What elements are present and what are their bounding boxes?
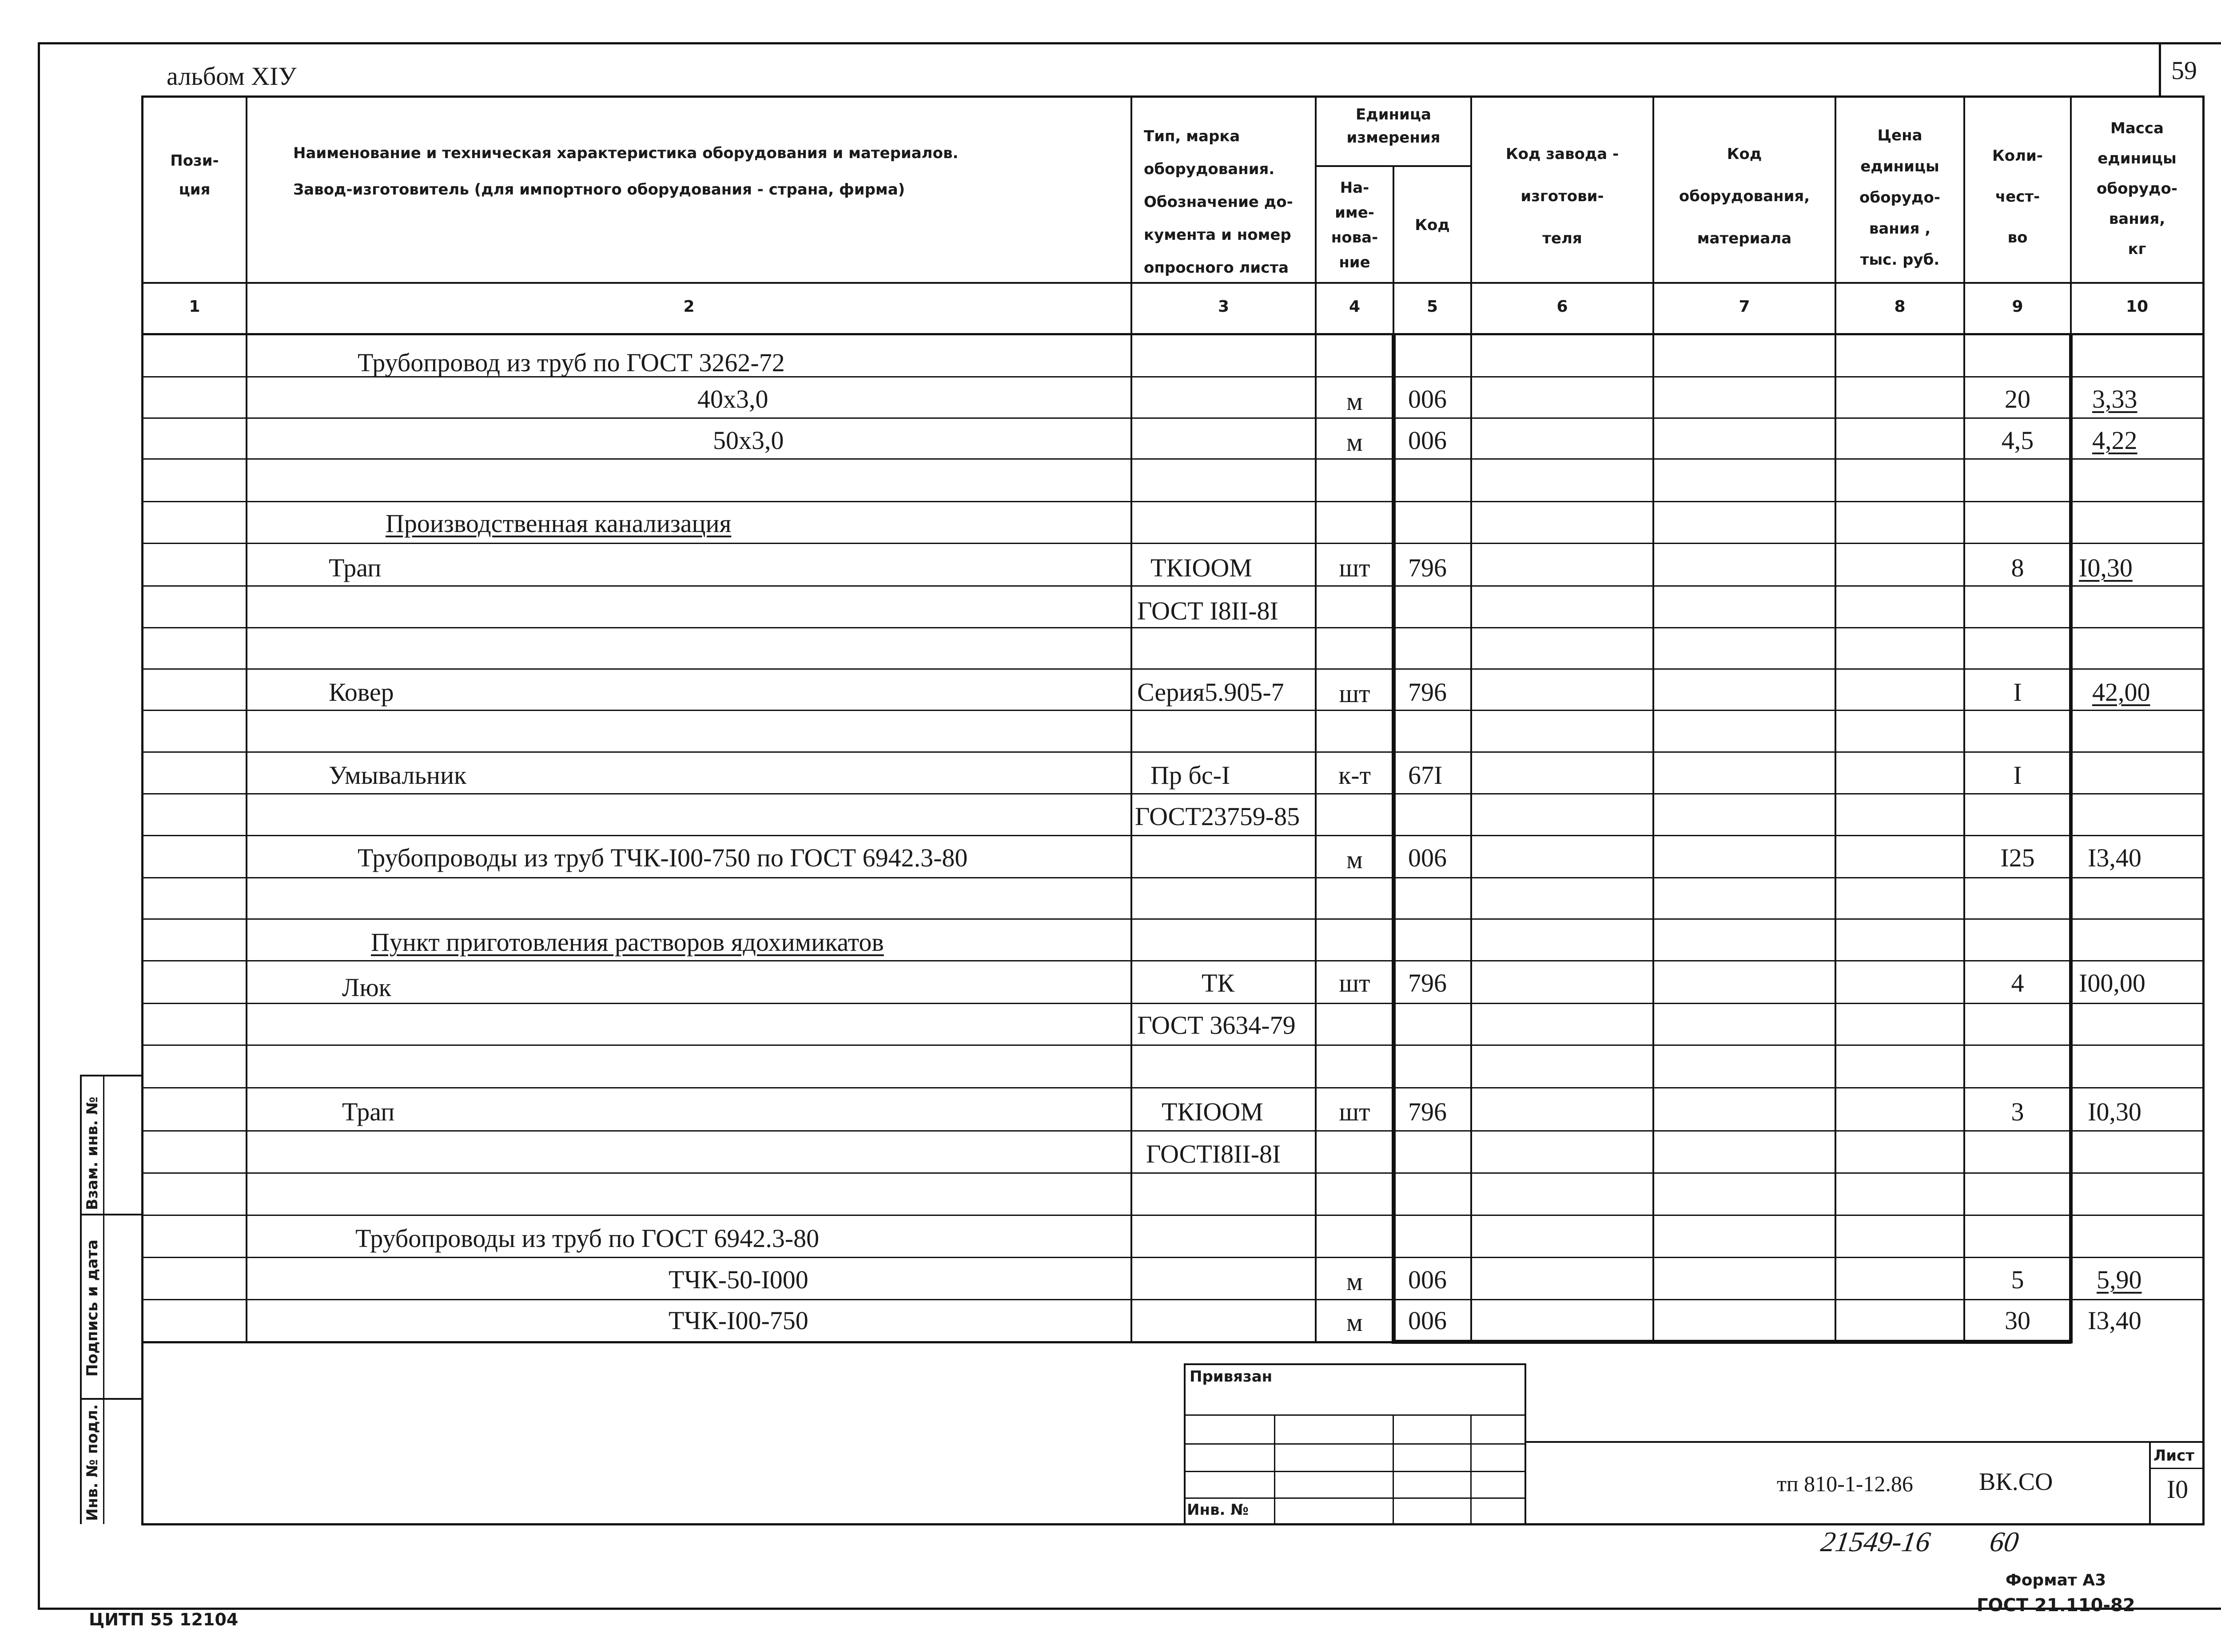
row-line	[141, 1044, 2205, 1046]
col-header-equip	[1654, 133, 1835, 260]
row-code: 796	[1408, 678, 1447, 707]
row-mass: 4,22	[2092, 426, 2137, 455]
hdr-text: единицы	[1860, 158, 1939, 175]
row-name: 50х3,0	[713, 426, 784, 455]
table-top	[141, 95, 2205, 98]
hdr-text: име-	[1335, 204, 1374, 222]
row-qty: I	[2013, 761, 2022, 790]
hdr-text: Завод-изготовитель (для импортного оборудования - страна, фирма)	[293, 181, 905, 199]
row-code: 796	[1408, 1097, 1447, 1126]
row-code: 006	[1408, 385, 1447, 413]
hdr-text: вания ,	[1869, 220, 1931, 238]
hdr-text: Единица	[1356, 106, 1431, 123]
row-mass: 42,00	[2092, 678, 2150, 707]
hdr-text: оборудования.	[1144, 160, 1275, 178]
row-name: 40х3,0	[697, 385, 768, 413]
row-type: Пр бс-I	[1150, 761, 1230, 790]
row-unit: м	[1346, 1267, 1363, 1296]
hdr-text: нова-	[1331, 229, 1378, 246]
stamp-top	[80, 1075, 143, 1076]
handwritten-number: 21549-16	[1819, 1526, 1933, 1557]
row-line	[141, 751, 2205, 753]
row-name: Ковер	[329, 678, 394, 707]
col-header-name	[293, 144, 958, 199]
stamp-podpis: Подпись и дата	[84, 1239, 101, 1377]
numrow-bottom	[141, 333, 2205, 335]
row-line	[141, 918, 2205, 920]
col-num: 6	[1556, 298, 1568, 316]
row-type: Серия5.905-7	[1137, 678, 1284, 707]
hdr-text: оборудования,	[1679, 187, 1810, 205]
hdr-text: Код	[1727, 145, 1762, 163]
row-unit: шт	[1339, 1097, 1370, 1126]
sheet-number: I0	[2166, 1475, 2189, 1504]
row-unit: м	[1346, 428, 1363, 457]
row-code: 006	[1408, 426, 1447, 455]
tb-top	[1524, 1441, 2204, 1443]
row-line	[141, 835, 2205, 836]
row-line	[141, 1172, 2205, 1174]
row-qty: 20	[2005, 385, 2030, 413]
handwritten-page: 60	[1988, 1526, 2021, 1557]
row-unit: шт	[1339, 553, 1370, 582]
col-num: 9	[2012, 298, 2023, 316]
frame-left	[38, 42, 40, 1610]
row-name: Люк	[342, 973, 391, 1002]
row-mass: I3,40	[2088, 843, 2141, 872]
row-unit: м	[1346, 845, 1363, 874]
col-header-mass	[2072, 113, 2202, 264]
row-unit: к-т	[1338, 761, 1371, 790]
album-label: альбом XIУ	[167, 62, 297, 91]
col-header-pos	[143, 147, 246, 204]
col-header-unit-code: Код	[1415, 216, 1450, 234]
col-num: 8	[1894, 298, 1906, 316]
hdr-text: Код завода -	[1505, 145, 1619, 163]
pr-row	[1184, 1497, 1526, 1499]
row-line	[141, 627, 2205, 628]
row-type: ТКIООМ	[1162, 1097, 1263, 1126]
section-title: Пункт приготовления растворов ядохимикатов	[371, 928, 884, 957]
format-label: Формат А3	[2006, 1571, 2106, 1589]
row-qty: I25	[2000, 843, 2035, 872]
hdr-text: материала	[1697, 230, 1792, 247]
row-name: Трубопровод из труб по ГОСТ 3262-72	[358, 348, 785, 377]
row-name: Трубопроводы из труб ТЧК-I00-750 по ГОСТ 6942.3-80	[358, 843, 968, 872]
col-line-8	[1963, 95, 1965, 1343]
section-title: Производственная канализация	[386, 509, 732, 538]
row-type: ТК	[1202, 969, 1235, 997]
row-qty: 3	[2011, 1097, 2024, 1126]
pr-row	[1184, 1471, 1526, 1472]
row-line	[141, 1257, 2205, 1258]
hdr-text: оборудо-	[2097, 180, 2177, 198]
row-line	[141, 543, 2205, 544]
hdr-text: теля	[1542, 230, 1582, 247]
row-line	[141, 585, 2205, 587]
hdr-text: чест-	[1995, 188, 2040, 206]
pr-top	[1184, 1363, 1526, 1365]
col-header-qty	[1965, 135, 2070, 258]
row-qty: 4,5	[2001, 426, 2034, 455]
col-num: 4	[1349, 298, 1361, 316]
stamp-inner	[103, 1075, 104, 1524]
row-mass: I3,40	[2088, 1306, 2141, 1335]
hdr-text: ние	[1339, 254, 1370, 271]
row-type: ГОСТI8II-8I	[1146, 1140, 1281, 1168]
hdr-text: ция	[179, 180, 211, 199]
row-code: 796	[1408, 553, 1447, 582]
hdr-text: На-	[1340, 179, 1369, 197]
row-qty: I	[2013, 678, 2022, 707]
col-num: 10	[2125, 298, 2149, 316]
stamp-div-1	[80, 1214, 143, 1215]
col-line-2	[1130, 95, 1132, 1343]
row-line	[141, 417, 2205, 419]
pr-col	[1274, 1414, 1275, 1524]
hdr-text: Масса	[2110, 119, 2164, 137]
row-type: ГОСТ23759-85	[1135, 802, 1300, 831]
hdr-text: Коли-	[1992, 147, 2043, 165]
row-type: ГОСТ 3634-79	[1137, 1011, 1296, 1040]
row-unit: шт	[1339, 969, 1370, 997]
stamp-div-2	[80, 1398, 143, 1400]
thick-col-9	[2069, 333, 2073, 1343]
hdr-text: единицы	[2098, 150, 2177, 167]
hdr-text: Наименование и техническая характеристика оборудования и материалов.	[293, 144, 959, 162]
hdr-text: Тип, марка	[1144, 127, 1240, 145]
pr-col	[1393, 1414, 1394, 1524]
page-number: 59	[2171, 56, 2197, 85]
doc-mark: ВК.СО	[1979, 1468, 2053, 1496]
stamp-left	[80, 1075, 82, 1524]
row-qty: 8	[2011, 553, 2024, 582]
row-line	[141, 1130, 2205, 1132]
stamp-inv: Инв. № подл.	[84, 1404, 101, 1521]
table-right	[2202, 95, 2205, 1525]
row-line	[141, 458, 2205, 460]
row-name: Умывальник	[329, 761, 467, 790]
standard-label: ГОСТ 21.110-82	[1977, 1595, 2135, 1616]
hdr-text: кг	[2128, 240, 2146, 258]
thick-col-5	[1392, 333, 1396, 1343]
row-qty: 30	[2005, 1306, 2030, 1335]
row-code: 796	[1408, 969, 1447, 997]
doc-code: тп 810-1-12.86	[1777, 1471, 1913, 1496]
row-line	[141, 501, 2205, 502]
pr-row	[1184, 1443, 1526, 1445]
row-mass: I00,00	[2079, 969, 2145, 997]
row-qty: 5	[2011, 1265, 2024, 1294]
col-num: 2	[683, 298, 695, 316]
row-line	[141, 1215, 2205, 1216]
col-header-price	[1836, 120, 1963, 275]
col-num: 5	[1426, 298, 1438, 316]
page-box-left	[2159, 42, 2161, 98]
row-line	[141, 793, 2205, 794]
col-line-6	[1652, 95, 1654, 1343]
row-line	[141, 1003, 2205, 1004]
frame-bottom	[38, 1608, 2221, 1610]
col-header-unit-group	[1317, 103, 1470, 149]
frame-top	[38, 42, 2221, 44]
col-line-3	[1315, 95, 1317, 1343]
row-name: ТЧК-50-I000	[669, 1265, 808, 1294]
col-line-5	[1470, 95, 1472, 1343]
row-code: 006	[1408, 1265, 1447, 1294]
col-num: 1	[189, 298, 200, 316]
sheet-label: Лист	[2153, 1447, 2194, 1465]
row-code: 67I	[1408, 761, 1443, 790]
hdr-text: вания,	[2109, 210, 2165, 228]
row-line	[141, 1299, 2205, 1300]
pr-row	[1184, 1414, 1526, 1416]
col-line-1	[246, 95, 247, 1343]
hdr-text: оборудо-	[1859, 189, 1940, 206]
col-header-unit-name	[1317, 175, 1393, 275]
row-line	[141, 877, 2205, 878]
col-num: 3	[1218, 298, 1230, 316]
row-name: Трап	[342, 1097, 395, 1126]
col-header-factory	[1472, 133, 1652, 260]
row-code: 006	[1408, 843, 1447, 872]
hdr-text: Пози-	[170, 152, 219, 170]
row-type: ТКIООМ	[1150, 553, 1252, 582]
row-qty: 4	[2011, 969, 2024, 997]
row-type: ГОСТ I8II-8I	[1137, 596, 1278, 625]
row-line	[141, 960, 2205, 961]
org-label: ЦИТП 55 12104	[89, 1610, 239, 1629]
row-mass: 5,90	[2097, 1265, 2142, 1294]
row-mass: I0,30	[2079, 553, 2133, 582]
hdr-text: кумента и номер	[1144, 226, 1291, 244]
hdr-text: тыс. руб.	[1860, 251, 1940, 269]
hdr-text: опросного листа	[1144, 259, 1289, 277]
pr-col	[1470, 1414, 1472, 1524]
row-code: 006	[1408, 1306, 1447, 1335]
row-unit: м	[1346, 387, 1363, 416]
row-mass: I0,30	[2088, 1097, 2141, 1126]
hdr-text: во	[2007, 229, 2028, 246]
col-num: 7	[1739, 298, 1750, 316]
hdr-text: Обозначение до-	[1144, 193, 1293, 211]
row-line	[141, 668, 2205, 670]
row-name: Трап	[329, 553, 382, 582]
row-name: Трубопроводы из труб по ГОСТ 6942.3-80	[355, 1224, 820, 1253]
col-line-7	[1835, 95, 1836, 1343]
stamp-vzam: Взам. инв. №	[84, 1096, 101, 1210]
body-bottom-thick	[1392, 1340, 2071, 1344]
privyazan-label: Привязан	[1190, 1368, 1273, 1386]
row-line	[141, 710, 2205, 711]
hdr-text: Цена	[1877, 127, 1922, 144]
col-header-type	[1144, 120, 1293, 284]
row-mass: 3,33	[2092, 385, 2137, 413]
hdr-text: измерения	[1346, 129, 1441, 147]
row-name: ТЧК-I00-750	[669, 1306, 808, 1335]
tb-sheet-row	[2149, 1468, 2204, 1469]
row-unit: шт	[1339, 679, 1370, 708]
inv-no-label: Инв. №	[1187, 1501, 1249, 1519]
row-line	[141, 1087, 2205, 1088]
row-unit: м	[1346, 1308, 1363, 1337]
hdr-text: изготови-	[1520, 187, 1604, 205]
